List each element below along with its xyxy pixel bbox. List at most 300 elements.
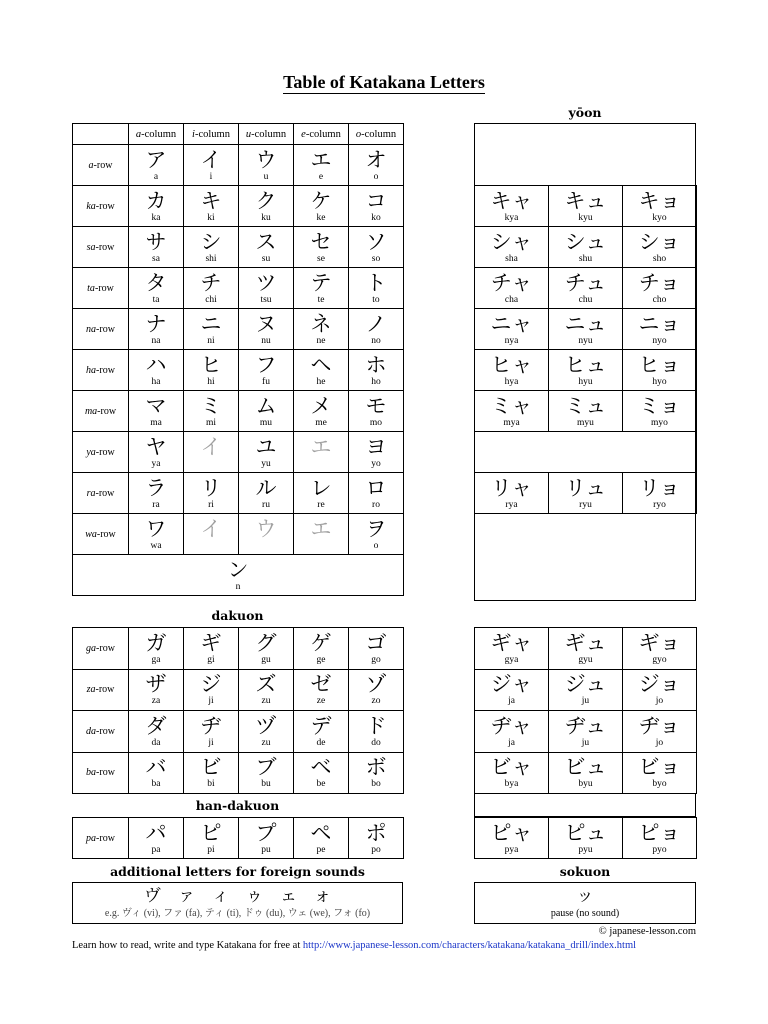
yoon-table [474,185,697,514]
kana-cell [239,350,294,391]
kana-char: ズ [255,672,277,697]
yoon-cell [623,309,697,350]
romaji: gi [207,654,215,665]
romaji: bi [207,779,215,790]
romaji [239,541,293,552]
romaji [184,459,238,470]
footer-text: Learn how to read, write and type Katakana for free at [72,940,303,951]
row-label: ha-row [73,350,129,391]
column-header: u-column [239,124,294,145]
kana-char: ブ [255,755,277,780]
kana-cell [129,514,184,555]
table-row [475,628,697,670]
table-row [73,669,404,711]
romaji: ge [316,654,326,665]
kana-cell [294,711,349,753]
romaji: mya [503,417,520,428]
kana-char: ザ [145,672,167,697]
kana-char: ホ [365,352,387,377]
kana-cell [349,752,404,794]
kana-char: ソ [365,229,387,254]
romaji: ru [262,499,270,510]
romaji: ki [207,212,215,223]
kana-char: ビュ [564,755,607,780]
table-row [73,186,404,227]
kana-char: ビョ [638,755,681,780]
romaji: he [316,376,326,387]
romaji: pya [504,844,519,855]
n-cell [73,555,404,596]
kana-cell [349,473,404,514]
handakuon-table [72,817,404,859]
table-row [73,309,404,350]
kana-cell [294,432,349,473]
yoon-cell [549,350,623,391]
romaji: zu [261,696,271,707]
additional-box [72,882,403,924]
column-header: e-column [294,124,349,145]
kana-char: ジャ [490,672,533,697]
romaji: gu [261,654,271,665]
romaji: byo [652,779,667,790]
romaji: ro [372,499,380,510]
romaji: bu [261,779,271,790]
table-row [475,309,697,350]
kana-cell [239,186,294,227]
kana-char: チョ [638,270,681,295]
yoon-cell [549,669,623,711]
romaji: mo [369,417,383,428]
romaji: o [373,540,379,551]
kana-char: メ [310,393,332,418]
kana-cell [129,432,184,473]
table-row [475,711,697,753]
kana-cell [239,391,294,432]
kana-char: ロ [365,475,387,500]
kana-cell [129,350,184,391]
kana-cell [239,752,294,794]
kana-char: リョ [638,475,681,500]
kana-cell [129,628,184,670]
romaji: da [151,737,161,748]
romaji: gya [504,654,519,665]
romaji: ja [508,737,515,748]
kana-cell [349,669,404,711]
table-row [73,145,404,186]
kana-cell [184,268,239,309]
yoon-cell [549,818,623,859]
row-label: ta-row [73,268,129,309]
table-row [475,752,697,794]
row-label: ga-row [73,628,129,670]
kana-cell [129,473,184,514]
kana-cell [349,818,404,859]
kana-cell [294,391,349,432]
kana-char: エ [310,147,332,172]
kana-cell [294,268,349,309]
kana-cell [294,227,349,268]
romaji: nu [261,335,271,346]
dakuon-yoon-table [474,627,697,794]
kana-char: ル [255,475,277,500]
kana-cell [294,752,349,794]
yoon-cell [549,711,623,753]
romaji: kya [504,212,519,223]
kana-cell [239,268,294,309]
romaji: to [372,294,380,305]
kana-char: キ [200,188,222,213]
yoon-cell [549,268,623,309]
romaji: jo [655,737,664,748]
kana-char: ウ [255,147,277,172]
romaji: de [316,737,326,748]
kana-cell [239,145,294,186]
kana-cell [239,473,294,514]
kana-char: レ [310,475,332,500]
table-row [475,268,697,309]
kana-cell [129,268,184,309]
kana-cell [239,818,294,859]
kana-char: ボ [365,755,387,780]
kana-char: ビャ [490,755,533,780]
kana-char: ヒャ [490,352,533,377]
romaji: nya [504,335,519,346]
kana-char: ニョ [638,311,681,336]
kana-char: モ [365,393,387,418]
romaji: do [371,737,381,748]
row-label: ma-row [73,391,129,432]
additional-header: additional letters for foreign sounds [110,864,365,879]
yoon-cell [475,711,549,753]
romaji: be [316,779,326,790]
kana-cell [184,391,239,432]
yoon-cell [549,473,623,514]
romaji: hyu [578,376,593,387]
column-header-row [73,124,404,145]
romaji: bya [504,779,519,790]
kana-char: ノ [365,311,387,336]
row-label: wa-row [73,514,129,555]
kana-char: ゴ [365,630,387,655]
yoon-cell [549,186,623,227]
romaji: mu [259,417,273,428]
kana-cell [349,309,404,350]
table-row [73,628,404,670]
romaji [294,459,348,470]
kana-char: ニ [200,311,222,336]
romaji: wa [150,540,162,551]
table-row [73,268,404,309]
kana-char: ペ [310,820,332,845]
kana-cell [349,514,404,555]
kana-cell [294,186,349,227]
kana-char: ヂ [200,713,222,738]
romaji: tsu [260,294,272,305]
column-header: i-column [184,124,239,145]
kana-char: ヲ [365,516,387,541]
yoon-cell [475,350,549,391]
yoon-cell [623,186,697,227]
kana-cell [349,268,404,309]
romaji: ni [207,335,215,346]
romaji: hi [207,376,215,387]
dakuon-header: dakuon [211,608,264,623]
kana-char: ウ [255,516,277,541]
kana-char: ヌ [255,311,277,336]
romaji: ne [316,335,326,346]
romaji: ra [152,499,160,510]
romaji: ga [151,654,161,665]
table-row [475,818,697,859]
kana-cell [184,711,239,753]
kana-char: フ [255,352,277,377]
sokuon-header: sokuon [559,864,611,879]
kana-char: サ [145,229,167,254]
kana-char: チ [200,270,222,295]
kana-cell [294,145,349,186]
romaji: cho [652,294,667,305]
row-label: ya-row [73,432,129,473]
kana-char: ミョ [638,393,681,418]
kana-char: ニャ [490,311,533,336]
romaji: su [261,253,271,264]
romaji: gyu [578,654,593,665]
kana-cell [349,711,404,753]
kana-cell [129,186,184,227]
row-label: a-row [73,145,129,186]
footer-link[interactable]: http://www.japanese-lesson.com/characters/katakana/katakana_drill/index.html [302,940,637,951]
romaji: ju [581,696,590,707]
yoon-cell [475,752,549,794]
kana-char: デ [310,713,332,738]
kana-char: チャ [490,270,533,295]
kana-char: ム [255,393,277,418]
gojuon-table [72,123,404,596]
romaji: fu [262,376,270,387]
table-row [73,473,404,514]
romaji: ka [151,212,161,223]
romaji: ko [371,212,381,223]
kana-char: オ [365,147,387,172]
yoon-cell [549,391,623,432]
kana-char: ピャ [490,820,533,845]
romaji: n [235,581,241,592]
row-label: ba-row [73,752,129,794]
kana-char: イ [200,516,222,541]
romaji: myo [651,417,668,428]
n-row [73,555,404,596]
kana-char: ヂョ [638,713,681,738]
kana-char: ギャ [490,630,533,655]
table-row [475,432,697,473]
kana-cell [294,473,349,514]
kana-cell [184,669,239,711]
kana-char: ト [365,270,387,295]
romaji: go [371,654,381,665]
kana-char: ゼ [310,672,332,697]
kana-char: ミュ [564,393,607,418]
kana-char: ヘ [310,352,332,377]
kana-char: リュ [564,475,607,500]
kana-cell [294,350,349,391]
kana-char: ジュ [564,672,607,697]
kana-char: エ [310,434,332,459]
yoon-cell [475,669,549,711]
romaji: ku [261,212,271,223]
kana-cell [349,186,404,227]
romaji: ho [371,376,381,387]
additional-example: e.g. ヴィ (vi), ファ (fa), ティ (ti), ドゥ (du), ウェ (we), フォ (fo) [104,908,371,919]
kana-char: ケ [310,188,332,213]
kana-char: バ [145,755,167,780]
kana-char: セ [310,229,332,254]
row-label: sa-row [73,227,129,268]
romaji: chi [205,294,217,305]
romaji: ya [151,458,161,469]
kana-char: ピ [200,820,222,845]
yoon-cell [623,350,697,391]
romaji: chu [578,294,593,305]
romaji: ryo [653,499,666,510]
romaji: kyu [578,212,593,223]
kana-char: ジョ [638,672,681,697]
empty-row [475,432,697,473]
romaji: sa [152,253,160,264]
kana-char: ヒ [200,352,222,377]
romaji: gyo [652,654,667,665]
kana-cell [349,350,404,391]
row-label: ra-row [73,473,129,514]
kana-char: ナ [145,311,167,336]
kana-char: ミ [200,393,222,418]
column-header: a-column [129,124,184,145]
romaji: pyo [652,844,667,855]
copyright: © japanese-lesson.com [598,926,696,937]
row-label: da-row [73,711,129,753]
kana-cell [184,350,239,391]
kana-cell [184,227,239,268]
kana-char: ネ [310,311,332,336]
kana-cell [129,309,184,350]
romaji: ju [581,737,590,748]
romaji: byu [578,779,593,790]
kana-cell [184,432,239,473]
romaji: e [318,171,324,182]
page-title [0,72,768,93]
kana-cell [184,514,239,555]
table-row [73,432,404,473]
romaji: ze [316,696,326,707]
romaji: ba [151,779,161,790]
yoon-cell [623,268,697,309]
kana-char: タ [145,270,167,295]
kana-cell [184,628,239,670]
romaji: kyo [652,212,667,223]
kana-char: ン [227,557,249,582]
kana-char: エ [310,516,332,541]
kana-char: リ [200,475,222,500]
kana-char: ビ [200,755,222,780]
yoon-cell [623,711,697,753]
yoon-cell [623,752,697,794]
additional-letters: ヴ ァ ィ ゥ ェ ォ [144,886,331,906]
romaji: pu [261,844,271,855]
romaji: ji [208,696,214,707]
table-row [73,818,404,859]
kana-char: シャ [490,229,533,254]
kana-cell [239,227,294,268]
kana-char: ギュ [564,630,607,655]
kana-char: ジ [200,672,222,697]
romaji: nyu [578,335,593,346]
kana-char: ピョ [638,820,681,845]
kana-cell [239,432,294,473]
romaji: pyu [578,844,593,855]
kana-char: マ [145,393,167,418]
romaji: i [209,171,213,182]
romaji: za [151,696,161,707]
kana-char: ユ [255,434,277,459]
handakuon-yoon-table [474,817,697,859]
romaji: ha [151,376,161,387]
romaji: zo [371,696,381,707]
romaji: ma [150,417,162,428]
kana-char: イ [200,147,222,172]
romaji: so [371,253,381,264]
table-row [475,350,697,391]
romaji: u [263,171,269,182]
romaji: na [151,335,161,346]
footer-line [72,940,712,951]
yoon-cell [475,818,549,859]
kana-cell [349,628,404,670]
yoon-cell [475,268,549,309]
kana-cell [129,752,184,794]
kana-char: ヒュ [564,352,607,377]
kana-cell [184,186,239,227]
kana-char: シ [200,229,222,254]
romaji: ji [208,737,214,748]
column-header: o-column [349,124,404,145]
kana-char: ラ [145,475,167,500]
table-row [73,752,404,794]
yoon-cell [623,227,697,268]
yoon-cell [475,309,549,350]
romaji [184,541,238,552]
kana-char: ダ [145,713,167,738]
kana-char: ミャ [490,393,533,418]
kana-cell [239,309,294,350]
romaji: a [153,171,159,182]
yoon-cell [623,391,697,432]
romaji: nyo [652,335,667,346]
kana-char: カ [145,188,167,213]
sokuon-box [474,882,696,924]
romaji: po [371,844,381,855]
kana-char: グ [255,630,277,655]
kana-cell [294,669,349,711]
dakuon-table [72,627,404,794]
romaji: ke [316,212,326,223]
kana-cell [239,711,294,753]
kana-char: ワ [145,516,167,541]
sokuon-label: pause (no sound) [550,908,620,919]
yoon-cell [475,227,549,268]
yoon-cell [623,818,697,859]
kana-cell [294,818,349,859]
romaji: myu [577,417,594,428]
romaji: yo [371,458,381,469]
